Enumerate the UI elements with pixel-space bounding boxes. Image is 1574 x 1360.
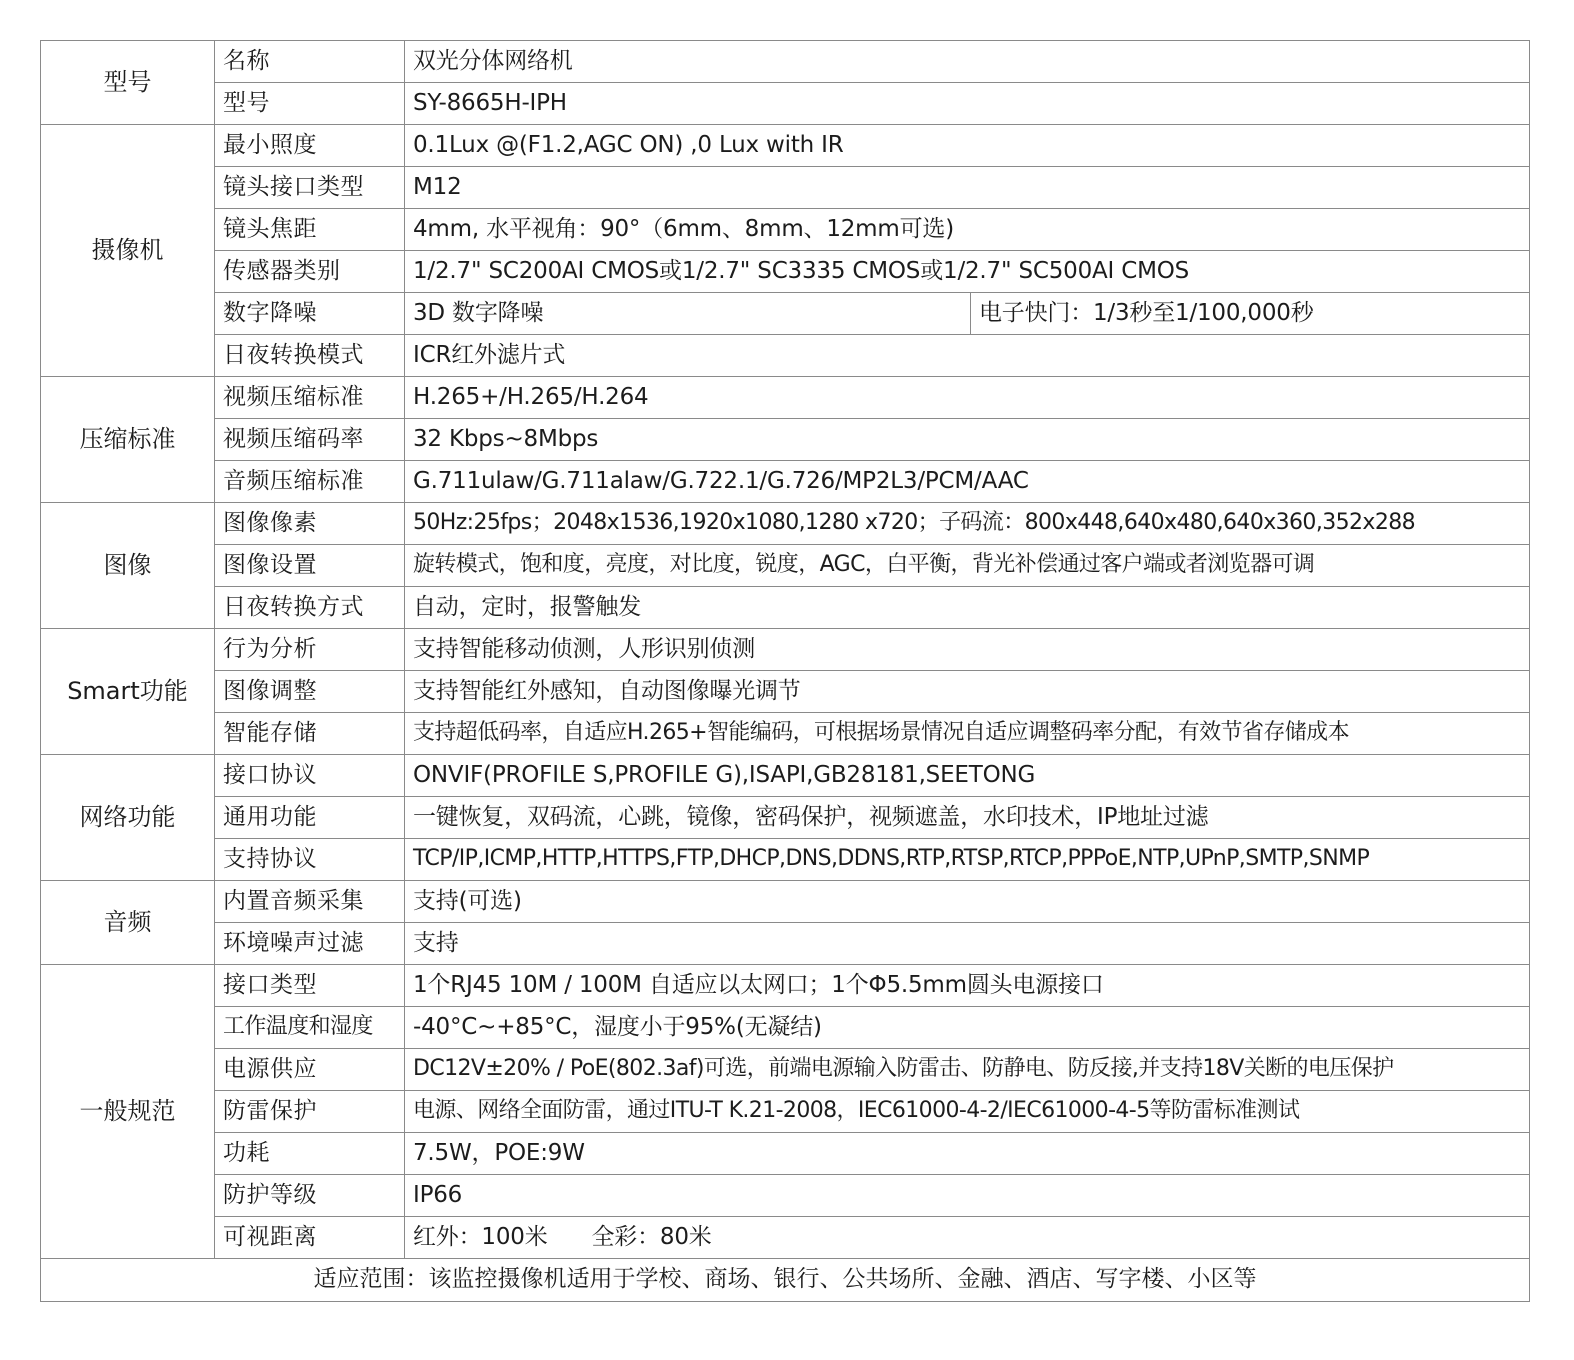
row-label: 日夜转换方式 [215,587,405,629]
table-row [41,1007,1530,1049]
row-value: ICR红外滤片式 [405,335,1530,377]
table-row [41,335,1530,377]
section-label-model: 型号 [41,41,215,125]
row-label: 防护等级 [215,1175,405,1217]
row-label: 数字降噪 [215,293,405,335]
row-label: 功耗 [215,1133,405,1175]
row-label: 工作温度和湿度 [215,1007,405,1049]
table-row [41,251,1530,293]
row-label: 防雷保护 [215,1091,405,1133]
row-label: 图像设置 [215,545,405,587]
table-row [41,419,1530,461]
row-label: 镜头接口类型 [215,167,405,209]
row-label: 内置音频采集 [215,881,405,923]
infrared-distance: 红外：100米 [413,1223,548,1250]
section-label-camera: 摄像机 [41,125,215,377]
row-value: DC12V±20% / PoE(802.3af)可选，前端电源输入防雷击、防静电、防反接,并支持18V关断的电压保护 [405,1049,1530,1091]
row-value: 0.1Lux @(F1.2,AGC ON) ,0 Lux with IR [405,125,1530,167]
row-value: 支持(可选) [405,881,1530,923]
table-row [41,923,1530,965]
application-scope: 适应范围：该监控摄像机适用于学校、商场、银行、公共场所、金融、酒店、写字楼、小区等 [41,1259,1530,1302]
table-row [41,1175,1530,1217]
row-label: 最小照度 [215,125,405,167]
table-row [41,755,1530,797]
table-row [41,713,1530,755]
row-value: 支持超低码率，自适应H.265+智能编码，可根据场景情况自适应调整码率分配，有效节省存储成本 [405,713,1530,755]
row-value-group [405,1217,1530,1259]
row-value: SY-8665H-IPH [405,83,1530,125]
row-value: ONVIF(PROFILE S,PROFILE G),ISAPI,GB28181,SEETONG [405,755,1530,797]
row-label: 通用功能 [215,797,405,839]
row-label: 名称 [215,41,405,83]
table-row [41,671,1530,713]
row-value: TCP/IP,ICMP,HTTP,HTTPS,FTP,DHCP,DNS,DDNS,RTP,RTSP,RTCP,PPPoE,NTP,UPnP,SMTP,SNMP [405,839,1530,881]
table-row [41,83,1530,125]
table-row [41,545,1530,587]
table-row [41,629,1530,671]
table-row [41,965,1530,1007]
section-label-compression: 压缩标准 [41,377,215,503]
row-label: 可视距离 [215,1217,405,1259]
table-row [41,881,1530,923]
row-value: H.265+/H.265/H.264 [405,377,1530,419]
row-label: 环境噪声过滤 [215,923,405,965]
row-value: 3D 数字降噪 [405,293,971,335]
spec-table [40,40,1530,1302]
row-label: 镜头焦距 [215,209,405,251]
row-label: 电源供应 [215,1049,405,1091]
row-label: 支持协议 [215,839,405,881]
table-row [41,1091,1530,1133]
row-value: 一键恢复，双码流，心跳，镜像，密码保护，视频遮盖，水印技术，IP地址过滤 [405,797,1530,839]
table-row [41,41,1530,83]
table-row [41,461,1530,503]
row-label: 接口协议 [215,755,405,797]
row-value: 32 Kbps~8Mbps [405,419,1530,461]
table-row [41,1217,1530,1259]
section-label-general: 一般规范 [41,965,215,1259]
section-label-smart: Smart功能 [41,629,215,755]
row-value: 旋转模式，饱和度，亮度，对比度，锐度，AGC，白平衡，背光补偿通过客户端或者浏览器可调 [405,545,1530,587]
row-label: 视频压缩码率 [215,419,405,461]
table-row [41,377,1530,419]
table-row [41,1133,1530,1175]
row-value: IP66 [405,1175,1530,1217]
row-value: 支持智能移动侦测，人形识别侦测 [405,629,1530,671]
row-value: G.711ulaw/G.711alaw/G.722.1/G.726/MP2L3/PCM/AAC [405,461,1530,503]
row-value: -40°C~+85°C，湿度小于95%(无凝结) [405,1007,1530,1049]
row-label: 传感器类别 [215,251,405,293]
row-value: 4mm, 水平视角：90°（6mm、8mm、12mm可选) [405,209,1530,251]
row-label: 图像像素 [215,503,405,545]
row-label: 音频压缩标准 [215,461,405,503]
row-value: 支持 [405,923,1530,965]
full-color-distance: 全彩：80米 [591,1223,712,1250]
row-value: 1个RJ45 10M / 100M 自适应以太网口；1个Φ5.5mm圆头电源接口 [405,965,1530,1007]
table-row [41,587,1530,629]
row-label: 图像调整 [215,671,405,713]
table-row [41,797,1530,839]
row-value: 自动，定时，报警触发 [405,587,1530,629]
row-label: 视频压缩标准 [215,377,405,419]
row-value: 电源、网络全面防雷，通过ITU-T K.21-2008，IEC61000-4-2/IEC61000-4-5等防雷标准测试 [405,1091,1530,1133]
row-value: 1/2.7" SC200AI CMOS或1/2.7" SC3335 CMOS或1/2.7" SC500AI CMOS [405,251,1530,293]
section-label-audio: 音频 [41,881,215,965]
row-extra-value: 电子快门：1/3秒至1/100,000秒 [971,293,1530,335]
table-row [41,1049,1530,1091]
row-label: 日夜转换模式 [215,335,405,377]
row-value: 50Hz:25fps；2048x1536,1920x1080,1280 x720；子码流：800x448,640x480,640x360,352x288 [405,503,1530,545]
table-row [41,1259,1530,1302]
row-label: 接口类型 [215,965,405,1007]
table-row [41,839,1530,881]
row-label: 型号 [215,83,405,125]
table-row [41,503,1530,545]
section-label-network: 网络功能 [41,755,215,881]
table-row [41,209,1530,251]
row-value: 双光分体网络机 [405,41,1530,83]
section-label-image: 图像 [41,503,215,629]
row-label: 行为分析 [215,629,405,671]
row-value: 支持智能红外感知，自动图像曝光调节 [405,671,1530,713]
table-row [41,167,1530,209]
table-row [41,125,1530,167]
row-label: 智能存储 [215,713,405,755]
table-row [41,293,1530,335]
row-value: 7.5W，POE:9W [405,1133,1530,1175]
row-value: M12 [405,167,1530,209]
